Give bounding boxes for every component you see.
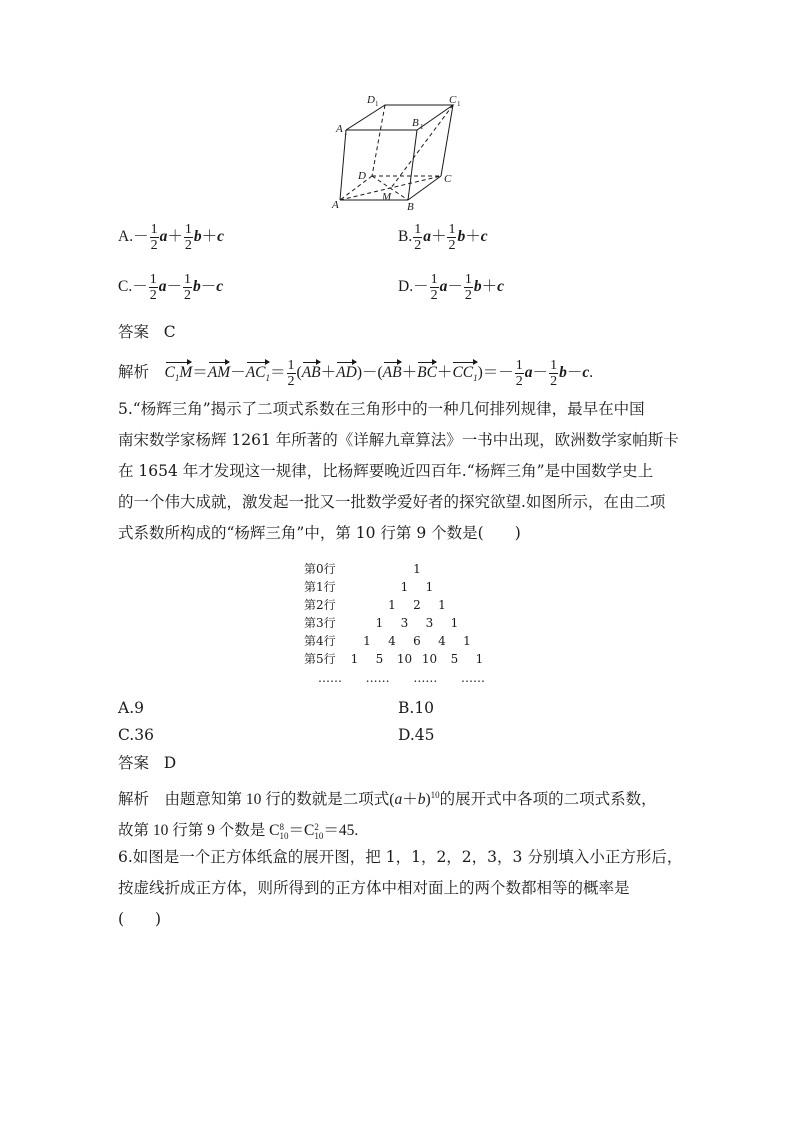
label-C: C: [444, 173, 452, 185]
option-a-label: A.: [118, 228, 134, 246]
label-D: D: [358, 170, 366, 182]
option-b-label: B.: [398, 228, 413, 246]
dots-3: ……: [413, 671, 438, 685]
triangle-number: 1: [475, 652, 484, 666]
q5-line5: 式系数所构成的“杨辉三角”中，第 10 行第 9 个数是( ): [118, 524, 521, 542]
triangle-number: 3: [425, 616, 434, 630]
triangle-number: 1: [438, 598, 446, 612]
label-D1: D: [367, 94, 375, 106]
answer-label: 答案: [118, 754, 150, 772]
label-C1: C: [449, 94, 457, 106]
yanghui-triangle: [304, 560, 504, 685]
label-A1-sub: 1: [344, 129, 348, 137]
triangle-number: 2: [413, 598, 421, 612]
option-c-label: C.: [118, 278, 133, 296]
dots-1: ……: [318, 671, 342, 685]
triangle-number: 10: [396, 652, 413, 666]
triangle-number: 1: [450, 616, 459, 630]
q5-option-c: C.36: [118, 726, 154, 744]
q5-option-a: A.9: [118, 699, 144, 717]
dots-2: ……: [365, 671, 390, 685]
triangle-number: 4: [388, 634, 396, 648]
q5-line3: 在 1654 年才发现这一规律，比杨辉要晚近四百年.“杨辉三角”是中国数学史上: [118, 462, 654, 480]
triangle-number: 5: [375, 652, 384, 666]
triangle-number: 1: [375, 616, 384, 630]
label-M: M: [382, 191, 392, 203]
triangle-number: 1: [425, 580, 434, 594]
label-D1-sub: 1: [375, 100, 379, 108]
triangle-number: 1: [350, 652, 359, 666]
q5-answer: [118, 753, 176, 773]
parallelepiped-figure: [320, 88, 480, 213]
triangle-number: 1: [400, 580, 409, 594]
answer-value: D: [163, 754, 177, 772]
triangle-number: 1: [413, 562, 421, 576]
dots-4: ……: [460, 671, 485, 685]
q4-answer: [118, 322, 176, 342]
triangle-row-label: 第5行: [304, 652, 336, 666]
label-A: A: [332, 199, 339, 211]
q5-analysis: 解析 由题意知第 10 行的数就是二项式$(a+b)^{10}$的展开式中各项的二项式系数， 故第 10 行第 9 个数是 C 8 10 ＝C 2 10 ＝45.: [118, 790, 657, 841]
triangle-number: 5: [450, 652, 459, 666]
q6-stem: [118, 842, 682, 935]
answer-label: 答案: [118, 323, 150, 341]
q5-line4: 的一个伟大成就，激发起一批又一批数学爱好者的探究欲望.如图所示，在由二项: [118, 493, 666, 511]
triangle-row-label: 第1行: [304, 580, 336, 594]
q5-stem: [118, 394, 688, 549]
option-a: A.－ $\frac{1}{2}$ a＋ $\frac{1}{2}$ b＋c: [118, 222, 225, 253]
option-d-label: D.: [398, 278, 414, 296]
q4-analysis: 解析 $C_1M=AM-AC_1=$ $\frac{1}{2}$ $(AB+AD)-(AB+BC+CC_1)=-$ $\frac{1}{2}$ a－ $\frac{1}{2}$ b－c.: [118, 358, 594, 389]
triangle-number: 1: [363, 634, 371, 648]
q5-line1: 5.“杨辉三角”揭示了二项式系数在三角形中的一种几何排列规律，最早在中国: [118, 400, 645, 418]
triangle-row-label: 第3行: [304, 616, 336, 630]
triangle-number: 1: [388, 598, 396, 612]
option-c: C.－ $\frac{1}{2}$ a－ $\frac{1}{2}$ b－c: [118, 272, 224, 303]
triangle-row-label: 第0行: [304, 562, 336, 576]
q6-line3: ( ): [118, 910, 162, 928]
q5-option-b: B.10: [398, 699, 435, 717]
analysis-label: 解析: [118, 791, 150, 809]
triangle-number: 3: [400, 616, 409, 630]
label-B1-sub: 1: [420, 123, 424, 131]
answer-value: C: [163, 323, 176, 341]
q5-option-d: D.45: [398, 726, 435, 744]
label-A1: A: [336, 123, 343, 135]
label-B: B: [407, 201, 414, 213]
option-b: B. $\frac{1}{2}$ a＋ $\frac{1}{2}$ b＋c: [398, 222, 488, 253]
label-B1: B: [412, 117, 419, 129]
triangle-row-label: 第4行: [304, 634, 336, 648]
q6-line1: 6.如图是一个正方体纸盒的展开图，把 1，1，2，2，3，3 分别填入小正方形后，: [118, 848, 683, 866]
triangle-number: 4: [438, 634, 446, 648]
triangle-number: 1: [463, 634, 471, 648]
option-d: D.－ $\frac{1}{2}$ a－ $\frac{1}{2}$ b＋c: [398, 272, 505, 303]
q5-line2: 南宋数学家杨辉 1261 年所著的《详解九章算法》一书中出现，欧洲数学家帕斯卡: [118, 431, 679, 449]
triangle-row-label: 第2行: [304, 598, 336, 612]
q6-line2: 按虚线折成正方体，则所得到的正方体中相对面上的两个数都相等的概率是: [118, 879, 630, 897]
label-C1-sub: 1: [457, 100, 461, 108]
analysis-label: 解析: [118, 364, 150, 382]
triangle-number: 6: [413, 634, 421, 648]
triangle-number: 10: [421, 652, 438, 666]
